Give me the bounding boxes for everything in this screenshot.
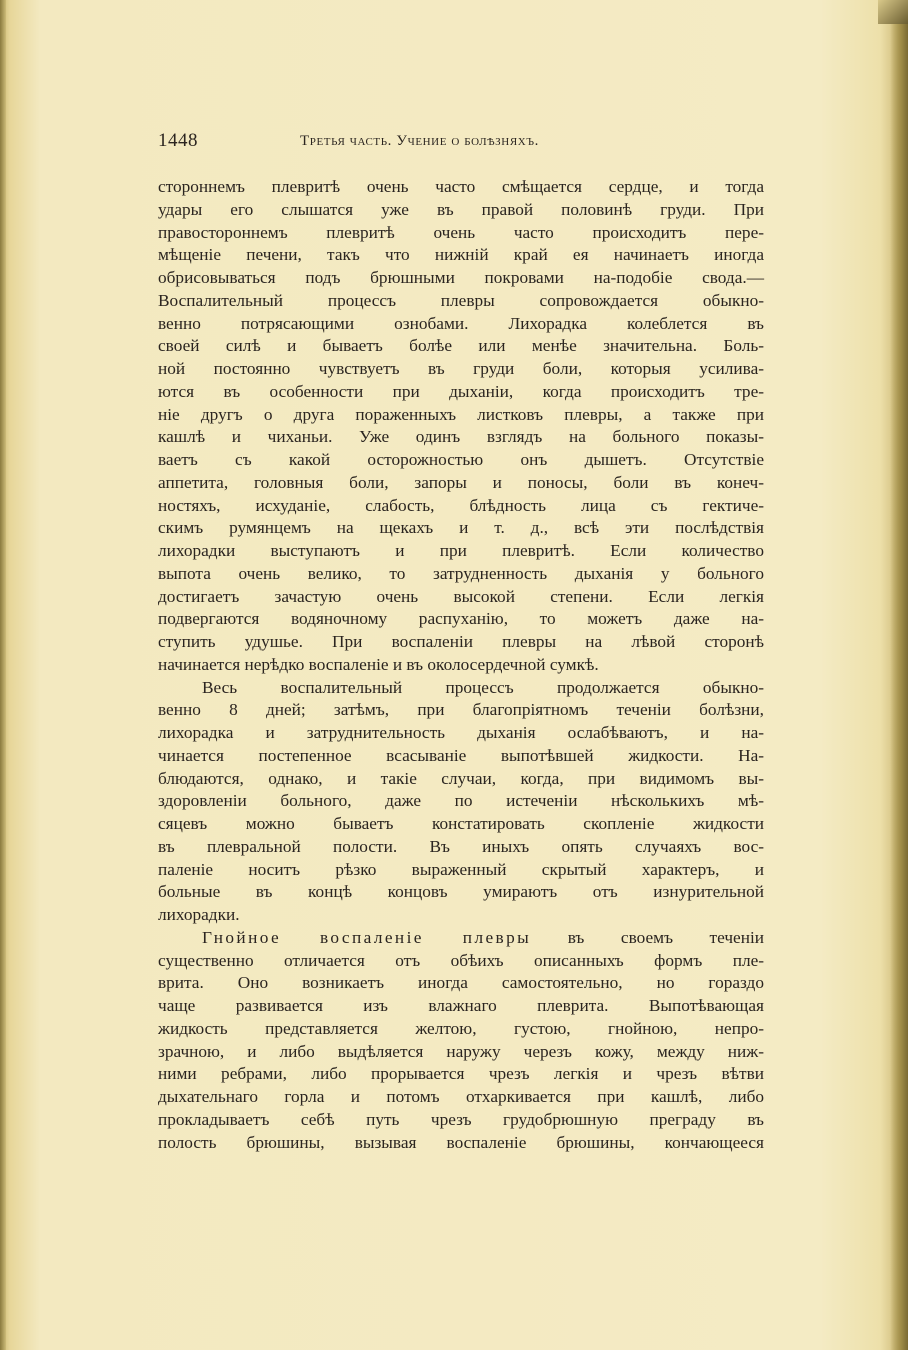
text-line: ются въ особенности при дыханіи, когда происходитъ тре- [158, 381, 764, 401]
text-line: полость брюшины, вызывая воспаленіе брюшины, кончающееся [158, 1132, 764, 1152]
text-line: аппетита, головныя боли, запоры и поносы, боли въ конеч- [158, 472, 764, 492]
page-number: 1448 [158, 130, 198, 151]
text-line: существенно отличается отъ обѣихъ описанныхъ формъ пле- [158, 950, 764, 970]
text-line: лихорадки выступаютъ и при плевритѣ. Если количество [158, 541, 764, 560]
text-line: блюдаются, однако, и такіе случаи, когда, при видимомъ вы- [158, 768, 764, 788]
text-line: скимъ румянцемъ на щекахъ и т. д., всѣ эти послѣдствія [158, 518, 764, 538]
text-fragment: въ своемъ теченіи [531, 927, 765, 947]
text-line: обрисовываться подъ брюшными покровами на-подобіе свода.— [158, 268, 764, 287]
paragraph-start-line [158, 927, 764, 950]
text-line: лихорадки. [158, 905, 240, 924]
text-line: дыхательнаго горла и потомъ отхаркивается при кашлѣ, либо [158, 1087, 764, 1106]
text-line: жидкость представляется желтою, густою, гнойною, непро- [158, 1018, 764, 1038]
text-line: чинается постепенное всасываніе выпотѣвшей жидкости. На- [158, 745, 764, 765]
text-line: начинается нерѣдко воспаленіе и въ околосердечной сумкѣ. [158, 654, 599, 674]
text-line: ваетъ съ какой осторожностью онъ дышетъ. Отсутствіе [158, 450, 764, 469]
text-line: удары его слышатся уже въ правой половинѣ груди. При [158, 199, 764, 219]
text-line: Воспалительный процессъ плевры сопровождается обыкно- [158, 290, 764, 310]
text-line: венно потрясающими ознобами. Лихорадка колеблется въ [158, 313, 764, 333]
text-line: ностяхъ, исхуданіе, слабость, блѣдность лица съ гектиче- [158, 495, 764, 515]
text-line: ними ребрами, либо прорывается чрезъ легкія и чрезъ вѣтви [158, 1064, 764, 1084]
text-line: зрачною, и либо выдѣляется наружу черезъ кожу, между ниж- [158, 1041, 764, 1061]
page-corner-tab [878, 0, 908, 24]
text-line: своей силѣ и бываетъ болѣе или менѣе значительна. Боль- [158, 336, 764, 356]
text-line: паленіе носитъ рѣзко выраженный скрытый характеръ, и [158, 859, 764, 879]
text-line: больные въ концѣ концовъ умираютъ отъ изнурительной [158, 882, 764, 902]
text-line: выпота очень велико, то затрудненность дыханія у больного [158, 563, 764, 583]
text-line: ніе другъ о друга пораженныхъ листковъ плевры, а также при [158, 404, 764, 424]
text-line: прокладываетъ себѣ путь чрезъ грудобрюшную преграду въ [158, 1109, 764, 1129]
text-line: мѣщеніе печени, такъ что нижній край ея начинаетъ иногда [158, 245, 764, 265]
page-header [158, 130, 768, 154]
text-line: стороннемъ плевритѣ очень часто смѣщается сердце, и тогда [158, 177, 764, 196]
text-line: чаще развивается изъ влажнаго плеврита. Выпотѣвающая [158, 996, 764, 1015]
page-gutter-shadow [0, 0, 6, 1350]
text-line: кашлѣ и чиханьи. Уже одинъ взглядъ на больного показы- [158, 427, 764, 447]
body-text [158, 176, 764, 1154]
page-edge-shadow [890, 0, 908, 1350]
text-line: лихорадка и затруднительность дыханія ослабѣваютъ, и на- [158, 723, 764, 742]
text-line: врита. Оно возникаетъ иногда самостоятельно, но гораздо [158, 973, 764, 993]
text-line: сяцевъ можно бываетъ констатировать скопленіе жидкости [158, 814, 764, 833]
emphasized-term: Гнойное воспаленіе плевры [202, 927, 532, 947]
paragraph-start-line: Весь воспалительный процессъ продолжается обыкно- [202, 677, 764, 697]
text-line: венно 8 дней; затѣмъ, при благопріятномъ теченіи болѣзни, [158, 700, 764, 720]
running-head: Третья часть. Учение о болѣзняхъ. [300, 133, 540, 149]
text-line: въ плевральной полости. Въ иныхъ опять случаяхъ вос- [158, 836, 764, 856]
text-line: ной постоянно чувствуетъ въ груди боли, которыя усилива- [158, 359, 764, 378]
text-line: здоровленіи больного, даже по истеченіи нѣсколькихъ мѣ- [158, 791, 764, 811]
text-line: достигаетъ зачастую очень высокой степени. Если легкія [158, 586, 764, 606]
text-line: правостороннемъ плевритѣ очень часто происходитъ пере- [158, 222, 764, 242]
text-line: ступить удушье. При воспаленіи плевры на лѣвой сторонѣ [158, 632, 764, 651]
text-line: подвергаются водяночному распуханію, то можетъ даже на- [158, 609, 764, 629]
